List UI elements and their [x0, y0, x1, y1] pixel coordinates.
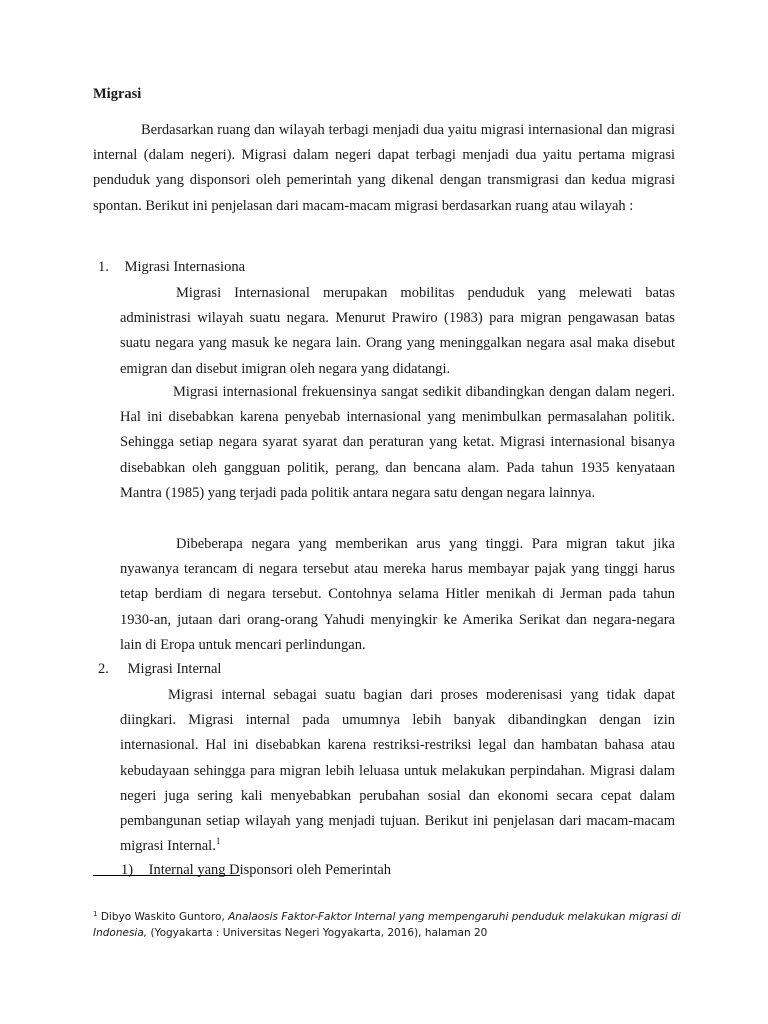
- section-2-title: Migrasi Internal: [127, 661, 222, 677]
- page-title: Migrasi: [93, 86, 142, 102]
- footnote-separator: [93, 875, 240, 876]
- footnote-publisher: (Yogyakarta : Universitas Negeri Yogyakarta, 2016), halaman 20: [147, 927, 488, 940]
- footnote: [93, 906, 683, 942]
- footnote-book-title: Analaosis Faktor-Faktor Internal yang mempengaruhi penduduk melakukan migrasi di Indonesia,: [93, 911, 681, 940]
- section-1-paragraph-1: Migrasi Internasional merupakan mobilitas penduduk yang melewati batas administrasi wilayah suatu negara. Menurut Prawiro (1983) para migran pengawasan batas suatu negara yang masuk ke negara lain. Orang yang meninggalkan negara asal maka disebut emigran dan disebut imigran oleh negara yang didatangi.: [120, 285, 675, 377]
- section-2-heading: [98, 661, 221, 678]
- section-2-paragraph-1: [120, 683, 675, 859]
- footnote-mark: 1: [93, 910, 98, 918]
- section-1-number: 1.: [98, 259, 109, 275]
- section-1-title: Migrasi Internasiona: [124, 259, 246, 275]
- section-2-paragraph-text: Migrasi internal sebagai suatu bagian dari proses moderenisasi yang tidak dapat diingkari. Migrasi internal pada umumnya lebih banyak dibandingkan dengan izin internasional. Hal ini disebabkan karena restriksi-restriksi legal dan hambatan bahasa atau kebudayaan sehingga para migran lebih leluasa untuk melakukan perpindahan. Migrasi dalam negeri juga sering kali menyebabkan perubahan sosial dan ekonomi secara cepat dalam pembangunan setiap wilayah yang menjadi tujuan. Berikut ini penjelasan dari macam-macam migrasi Internal.: [120, 687, 675, 855]
- intro-paragraph: Berdasarkan ruang dan wilayah terbagi menjadi dua yaitu migrasi internasional dan migrasi internal (dalam negeri). Migrasi dalam negeri dapat terbagi menjadi dua yaitu pertama migrasi penduduk yang disponsori oleh pemerintah yang dikenal dengan transmigrasi dan kedua migrasi spontan. Berikut ini penjelasan dari macam-macam migrasi berdasarkan ruang atau wilayah :: [93, 122, 675, 214]
- subsection-1-heading: [121, 862, 391, 879]
- section-1-paragraph-3: Dibeberapa negara yang memberikan arus yang tinggi. Para migran takut jika nyawanya terancam di negara tersebut atau mereka harus membayar pajak yang tinggi harus tetap berdiam di negara tersebut. Contohnya selama Hitler menikah di Jerman pada tahun 1930-an, jutaan dari orang-orang Yahudi menyingkir ke Amerika Serikat dan negara-negara lain di Eropa untuk mencari perlindungan.: [120, 536, 675, 653]
- section-1-paragraph-2: Migrasi internasional frekuensinya sangat sedikit dibandingkan dengan dalam negeri. Hal ini disebabkan karena penyebab internasional yang menimbulkan permasalahan politik. Sehingga setiap negara syarat syarat dan peraturan yang ketat. Migrasi internasional bisanya disebabkan oleh gangguan politik, perang, dan bencana alam. Pada tahun 1935 kenyataan Mantra (1985) yang terjadi pada politik antara negara satu dengan negara lainnya.: [120, 384, 675, 501]
- subsection-1-title: Internal yang Disponsori oleh Pemerintah: [148, 862, 392, 878]
- section-1-heading: [98, 259, 245, 276]
- footnote-author: Dibyo Waskito Guntoro,: [100, 911, 229, 923]
- subsection-1-number: 1): [121, 862, 134, 878]
- section-2-number: 2.: [98, 661, 109, 677]
- footnote-reference[interactable]: 1: [215, 836, 221, 847]
